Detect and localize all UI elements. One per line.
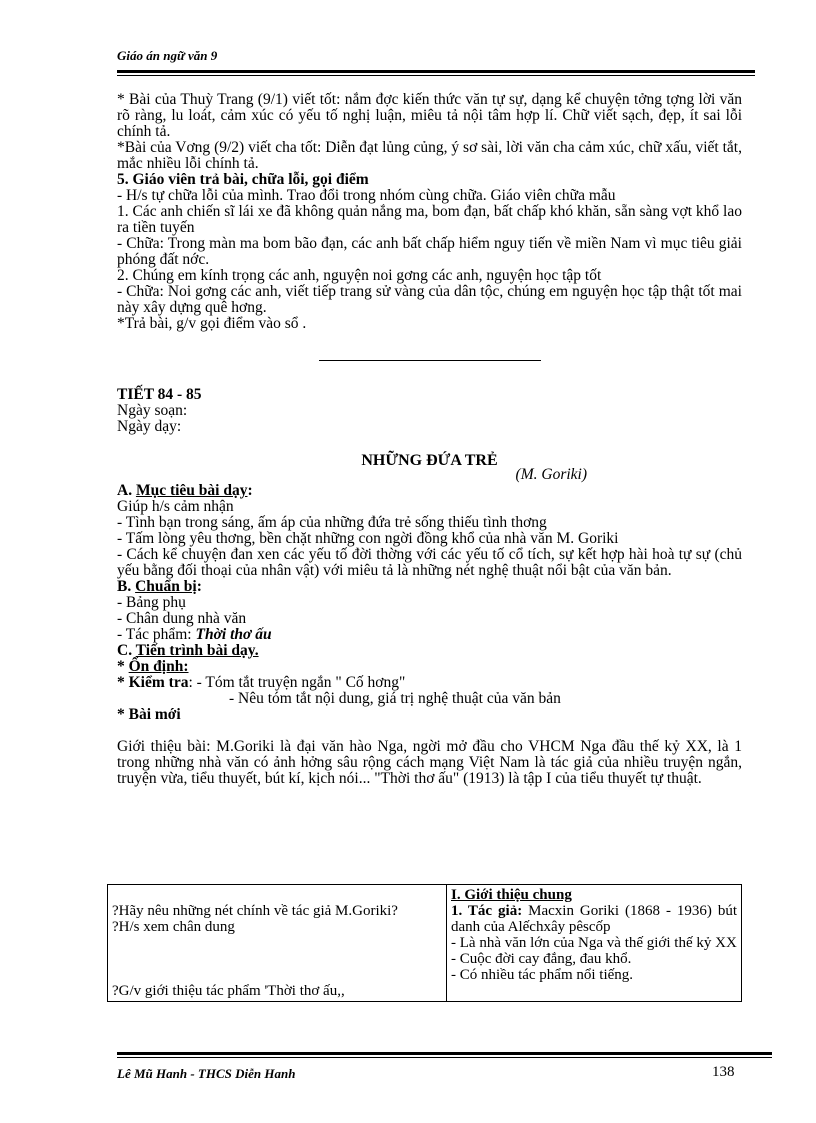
teacher-column (108, 885, 447, 1002)
stabilize-step (117, 659, 742, 675)
section-a-title: Mục tiêu bài dạy (135, 482, 248, 499)
section-a-heading (117, 483, 742, 499)
content-item: - Là nhà văn lớn của Nga và thế giới thế kỷ XX (451, 935, 737, 951)
objective-item: - Cách kể chuyện đan xen các yếu tố đời thờng với các yếu tố cổ tích, sự kết hợp hài hoà tự sự (chủ yếu bằng đối thoại của nhân vật) với miêu tả là những nét nghệ thuật nổi bật của văn bản. (117, 546, 742, 579)
lesson-table (107, 884, 742, 1002)
intro-paragraph: Giới thiệu bài: M.Goriki là đại văn hào Nga, ngời mở đầu cho VHCM Nga đầu thế kỷ XX, là 1 trong những nhà văn có ảnh hởng sâu rộng cách mạng Việt Nam là tác giả của nhiều truyện ngắn, truyện vừa, tiểu thuyết, bút kí, kịch nói... "Thời thơ ấu" (1913) là tập I của tiểu thuyết tự thuật. (117, 738, 742, 787)
header-title: Giáo án ngữ văn 9 (117, 48, 218, 63)
section-b-prefix: B. (117, 578, 136, 595)
review-paragraph: * Bài của Thuỳ Trang (9/1) viết tốt: nắm đợc kiến thức văn tự sự, dạng kể chuyện tởng tợng lời văn rõ ràng, lu loát, cảm xúc có yếu tố nghị luận, miêu tả nội tâm hợp lí. Chữ viết sạch, đẹp, ít sai lỗi chính tả. (117, 91, 742, 140)
prep-work-prefix: - Tác phẩm: (117, 626, 196, 643)
section-heading: 5. Giáo viên trả bài, chữa lỗi, gọi điểm (117, 171, 369, 188)
review-paragraph: *Trả bài, g/v gọi điểm vào sổ . (117, 315, 307, 332)
section-b-heading (117, 579, 742, 595)
objective-item: - Tấm lòng yêu thơng, bền chặt những con ngời đồng khổ của nhà văn M. Goriki (117, 530, 619, 547)
prep-date: Ngày soạn: (117, 402, 188, 419)
lesson-title: NHỮNG ĐỨA TRẺ (361, 452, 498, 469)
objective-item: Giúp h/s cảm nhận (117, 498, 234, 515)
section-a-suffix: : (247, 482, 253, 499)
table-section-heading: I. Giới thiệu chung (451, 887, 572, 903)
author-entry (451, 903, 737, 935)
section-b-suffix: : (196, 578, 202, 595)
content-item: - Cuộc đời cay đắng, đau khổ. (451, 951, 632, 967)
footer-rule-thin (117, 1057, 772, 1058)
teach-date: Ngày dạy: (117, 418, 182, 435)
check-step (117, 675, 742, 691)
section-c-heading (117, 643, 742, 659)
review-paragraph: *Bài của Vơng (9/2) viết cha tốt: Diễn đạt lủng củng, ý sơ sài, lời văn cha cảm xúc, chữ xấu, viết tắt, mắc nhiều lỗi chính tả. (117, 139, 742, 172)
page-number: 138 (712, 1064, 735, 1080)
prep-item (117, 627, 742, 643)
check-text: : - Tóm tắt truyện ngắn " Cố hơng" (188, 674, 406, 691)
section-b-title: Chuẩn bị (135, 578, 197, 595)
section-c-title: Tiến trình bài dạy. (135, 642, 259, 659)
new-lesson-step: * Bài mới (117, 706, 181, 723)
page-content (117, 92, 742, 787)
author-entry-label: 1. Tác giả: (451, 903, 523, 919)
header-rule-thick (117, 70, 755, 73)
stabilize-label: Ổn định: (128, 658, 189, 675)
prep-item: - Chân dung nhà văn (117, 610, 247, 627)
footer-rule-thick (117, 1052, 772, 1055)
check-label: * Kiểm tra (117, 674, 189, 691)
review-paragraph: - Chữa: Noi gơng các anh, viết tiếp trang sử vàng của dân tộc, chúng em nguyện học tập thật tốt mai này xây dựng quê hơng. (117, 283, 742, 316)
lesson-author: (M. Goriki) (515, 466, 587, 483)
lesson-number: TIẾT 84 - 85 (117, 386, 202, 403)
review-paragraph: 2. Chúng em kính trọng các anh, nguyện noi gơng các anh, nguyện học tập tốt (117, 267, 602, 284)
check-step-2: - Nêu tóm tắt nội dung, giá trị nghệ thuật của văn bản (229, 690, 561, 707)
review-paragraph: - H/s tự chữa lỗi của mình. Trao đổi trong nhóm cùng chữa. Giáo viên chữa mẫu (117, 187, 616, 204)
review-paragraph: 1. Các anh chiến sĩ lái xe đã không quản nắng ma, bom đạn, bất chấp khó khăn, sẵn sàng vợt khổ lao ra tiền tuyến (117, 203, 742, 236)
objective-item: - Tình bạn trong sáng, ấm áp của những đứa trẻ sống thiếu tình thơng (117, 514, 547, 531)
header-rule-thin (117, 75, 755, 76)
question-portrait: ?H/s xem chân dung (112, 919, 235, 935)
prep-item: - Bảng phụ (117, 594, 186, 611)
prep-work-title: Thời thơ ấu (195, 626, 272, 643)
question-work: ?G/v giới thiệu tác phẩm 'Thời thơ ấu,, (112, 983, 345, 999)
question-author: ?Hãy nêu những nét chính về tác giả M.Goriki? (112, 903, 398, 919)
section-a-prefix: A. (117, 482, 136, 499)
footer-author: Lê Mũ Hanh - THCS Diễn Hanh (117, 1066, 296, 1081)
review-paragraph: - Chữa: Trong màn ma bom bão đạn, các anh bất chấp hiểm nguy tiến về miền Nam vì mục tiêu giải phóng đất nớc. (117, 235, 742, 268)
section-separator (319, 360, 541, 361)
content-column (447, 885, 742, 1002)
author-entry-text: Macxin Goriki (1868 - 1936) bút danh của Alếchxây pêscốp (451, 903, 737, 935)
section-c-prefix: C. (117, 642, 136, 659)
stabilize-prefix: * (117, 658, 129, 675)
content-item: - Có nhiều tác phẩm nổi tiếng. (451, 967, 634, 983)
